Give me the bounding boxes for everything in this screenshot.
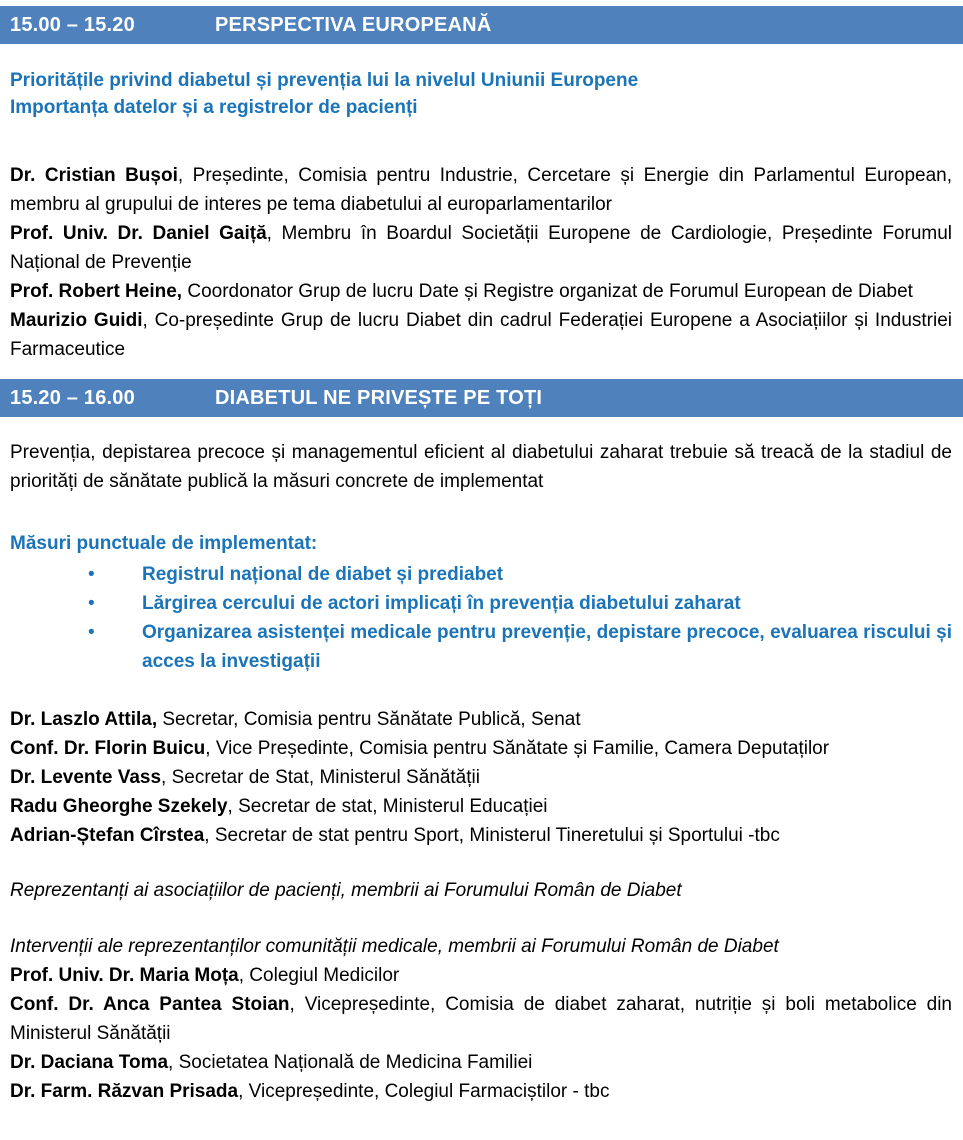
session-2-content — [0, 438, 963, 1106]
measure-item: • Organizarea asistenței medicale pentru prevenție, depistare precoce, evaluarea riscului și acces la investigații — [142, 618, 952, 676]
official-entry — [10, 734, 952, 763]
session-time: 15.00 – 15.20 — [10, 13, 135, 36]
rep-entry — [10, 990, 952, 1048]
rep-details: , Vicepreședinte, Comisia de diabet zaharat, nutriție și boli metabolice din Ministerul Sănătății — [10, 994, 952, 1044]
official-details: , Secretar de stat, Ministerul Educației — [227, 796, 548, 817]
note-medical-community: Intervenții ale reprezentanților comunității medicale, membrii ai Forumului Român de Diabet — [10, 936, 779, 957]
speaker-entry — [10, 161, 952, 219]
rep-name: Dr. Daciana Toma — [10, 1052, 169, 1073]
speaker-entry — [10, 219, 952, 277]
official-name: Adrian-Ștefan Cîrstea — [10, 825, 205, 846]
rep-entry — [10, 961, 952, 990]
measure-item: • Registrul național de diabet și prediabet — [142, 560, 952, 589]
official-name: Radu Gheorghe Szekely — [10, 796, 228, 817]
official-details: , Vice Președinte, Comisia pentru Sănătate și Familie, Camera Deputaților — [205, 738, 830, 759]
session-topics — [10, 67, 952, 121]
session-title: DIABETUL NE PRIVEȘTE PE TOȚI — [215, 386, 543, 409]
speaker-entry — [10, 277, 952, 306]
official-details: , Secretar de stat pentru Sport, Ministerul Tineretului și Sportului -tbc — [204, 825, 780, 846]
session-1-content — [0, 67, 963, 364]
speaker-details: , Președinte, Comisia pentru Industrie, Cercetare și Energie din Parlamentul European, membru al grupului de interes pe tema diabetului al europarlamentarilor — [10, 165, 952, 215]
topic-line: Importanța datelor și a registrelor de pacienți — [10, 97, 418, 118]
speaker-name: Maurizio Guidi — [10, 310, 143, 331]
official-entry — [10, 705, 952, 734]
session-time: 15.20 – 16.00 — [10, 386, 135, 409]
measures-list — [10, 560, 952, 676]
official-name: Conf. Dr. Florin Buicu — [10, 738, 206, 759]
speaker-details: , Membru în Boardul Societății Europene de Cardiologie, Președinte Forumul Național de Prevenție — [10, 223, 952, 273]
speaker-name: Prof. Univ. Dr. Daniel Gaiță — [10, 223, 267, 244]
measures-heading: Măsuri punctuale de implementat: — [10, 533, 318, 554]
rep-details: , Colegiul Medicilor — [238, 965, 400, 986]
note-patient-associations: Reprezentanți ai asociațiilor de pacienți, membrii ai Forumului Român de Diabet — [10, 880, 682, 901]
session-title: PERSPECTIVA EUROPEANĂ — [215, 13, 492, 36]
rep-details: , Societatea Națională de Medicina Familiei — [168, 1052, 533, 1073]
official-entry — [10, 821, 952, 850]
official-details: Secretar, Comisia pentru Sănătate Publică, Senat — [157, 709, 581, 730]
session-1-speakers — [10, 161, 952, 364]
rep-details: , Vicepreședinte, Colegiul Farmaciștilor - tbc — [238, 1081, 610, 1102]
session-header-diabetul-ne-priveste — [0, 379, 963, 417]
speaker-entry — [10, 306, 952, 364]
speaker-name: Dr. Cristian Bușoi — [10, 165, 178, 186]
rep-entry — [10, 1077, 952, 1106]
speaker-details: , Co-președinte Grup de lucru Diabet din cadrul Federației Europene a Asociațiilor și Industriei Farmaceutice — [10, 310, 953, 360]
official-name: Dr. Levente Vass — [10, 767, 162, 788]
session-intro: Prevenția, depistarea precoce și managementul eficient al diabetului zaharat trebuie să treacă de la stadiul de priorități de sănătate publică la măsuri concrete de implementat — [10, 442, 952, 492]
official-details: , Secretar de Stat, Ministerul Sănătății — [161, 767, 480, 788]
measure-item: • Lărgirea cercului de actori implicați în prevenția diabetului zaharat — [142, 589, 952, 618]
official-entry — [10, 792, 952, 821]
session-2-officials — [10, 705, 952, 850]
official-name: Dr. Laszlo Attila, — [10, 709, 158, 730]
topic-line: Prioritățile privind diabetul și prevenția lui la nivelul Uniunii Europene — [10, 70, 639, 91]
speaker-details: Coordonator Grup de lucru Date și Registre organizat de Forumul European de Diabet — [182, 281, 913, 302]
rep-name: Prof. Univ. Dr. Maria Moța — [10, 965, 239, 986]
rep-entry — [10, 1048, 952, 1077]
official-entry — [10, 763, 952, 792]
medical-community-block — [10, 932, 952, 1106]
session-header-perspectiva-europeana — [0, 6, 963, 44]
rep-name: Conf. Dr. Anca Pantea Stoian — [10, 994, 290, 1015]
rep-name: Dr. Farm. Răzvan Prisada — [10, 1081, 239, 1102]
speaker-name: Prof. Robert Heine, — [10, 281, 183, 302]
